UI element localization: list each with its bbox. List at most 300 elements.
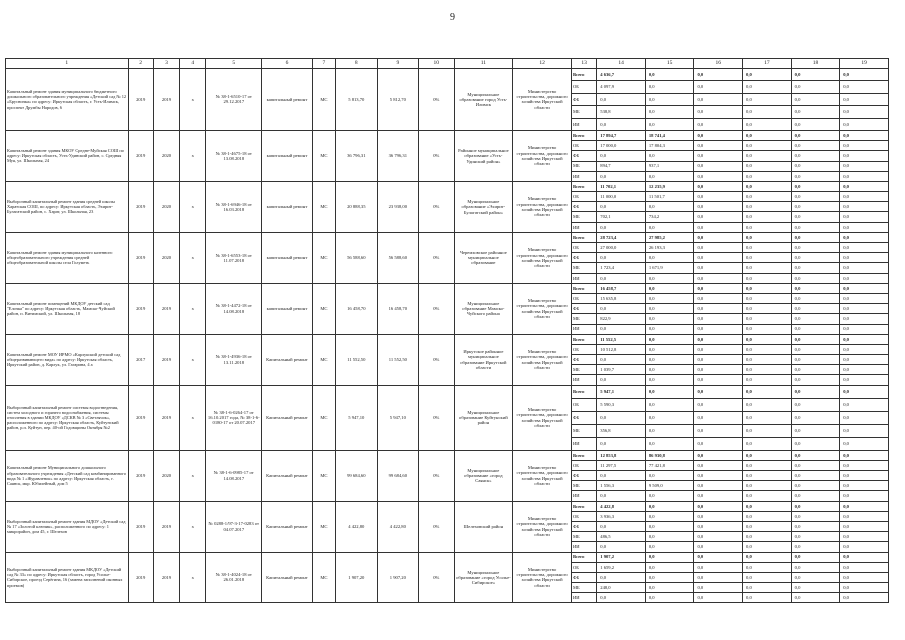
funding-value: 0,0 — [645, 583, 694, 593]
funding-value: 0,0 — [743, 460, 792, 470]
funding-value: 0,0 — [743, 222, 792, 232]
funding-value: 0,0 — [743, 572, 792, 582]
work-type: Капитальный ремонт — [262, 501, 313, 552]
funding-value: 0,0 — [743, 161, 792, 171]
funding-value: 0,0 — [791, 572, 840, 582]
funding-value: 486,5 — [597, 532, 646, 542]
funding-value: 0,0 — [694, 181, 743, 191]
funding-value: 0,0 — [597, 375, 646, 385]
funding-value: 0,0 — [645, 334, 694, 344]
funding-value: 0,0 — [791, 365, 840, 375]
column-header: 13 — [571, 59, 596, 69]
funding-value: 0,0 — [597, 222, 646, 232]
funding-value: 0,0 — [597, 411, 646, 424]
funding-value: 0,0 — [840, 106, 889, 118]
funding-source: ФБ — [571, 471, 596, 481]
funding-value: 77 421,8 — [645, 460, 694, 470]
readiness-percent: 0% — [419, 283, 454, 334]
funding-value: 0,0 — [791, 222, 840, 232]
start-year: 2017 — [128, 334, 153, 385]
work-type: Капитальный ремонт — [262, 334, 313, 385]
funding-source: Всего — [571, 69, 596, 81]
funding-value: 0,0 — [791, 263, 840, 273]
unit: МС — [312, 232, 335, 283]
start-year: 2019 — [128, 130, 153, 181]
funding-value: 0,0 — [743, 437, 792, 450]
funding-value: 0,0 — [645, 314, 694, 324]
funding-value: 0,0 — [645, 424, 694, 437]
funding-source: ОБ — [571, 192, 596, 202]
column-header: 19 — [840, 59, 889, 69]
funding-value: 0,0 — [791, 283, 840, 293]
funding-value: 1 907,2 — [597, 552, 646, 562]
funding-value: 1 671,9 — [645, 263, 694, 273]
funding-value: 5 947,1 — [597, 385, 646, 398]
funding-value: 0,0 — [743, 334, 792, 344]
table-row — [6, 181, 889, 191]
funding-value: 0,0 — [840, 314, 889, 324]
funding-value: 0,0 — [645, 324, 694, 334]
work-type: Капитальный ремонт — [262, 450, 313, 501]
responsible-ministry: Министерство строительства, дорожного хозяйства Иркутской области — [513, 385, 572, 450]
funding-source: Всего — [571, 130, 596, 140]
table-row — [6, 334, 889, 344]
funding-value: 0,0 — [743, 375, 792, 385]
funding-value: 0,0 — [645, 344, 694, 354]
funding-value: 1 723,4 — [597, 263, 646, 273]
funding-value: 0,0 — [840, 344, 889, 354]
end-year: 2019 — [153, 501, 179, 552]
funding-value: 0,0 — [840, 424, 889, 437]
funding-value: 0,0 — [694, 171, 743, 181]
funding-source: ИИ — [571, 593, 596, 603]
object-name: Капитальный ремонт здания муниципального казенного общеобразовательного учреждения средней общеобразовательной школы села Голуметь — [6, 232, 129, 283]
funding-value: 0,0 — [840, 411, 889, 424]
funding-value: 0,0 — [840, 141, 889, 151]
funding-value: 0,0 — [743, 583, 792, 593]
funding-source: ФБ — [571, 355, 596, 365]
column-header: 10 — [419, 59, 454, 69]
end-year: 2019 — [153, 283, 179, 334]
funding-value: 17 804,3 — [645, 141, 694, 151]
funding-value: 0,0 — [743, 314, 792, 324]
customer: Шелеховский район — [454, 501, 513, 552]
funding-value: 0,0 — [840, 398, 889, 411]
funding-value: 0,0 — [840, 161, 889, 171]
work-type: капитальный ремонт — [262, 69, 313, 131]
mark: x — [180, 552, 206, 603]
funding-value: 0,0 — [791, 481, 840, 491]
funding-value: 0,0 — [840, 171, 889, 181]
unit: МС — [312, 450, 335, 501]
table-row — [6, 552, 889, 562]
funding-value: 0,0 — [645, 437, 694, 450]
funding-value: 0,0 — [791, 460, 840, 470]
funding-value: 0,0 — [743, 552, 792, 562]
funding-value: 0,0 — [694, 273, 743, 283]
table-row — [6, 501, 889, 511]
funding-value: 0,0 — [791, 424, 840, 437]
end-year: 2019 — [153, 385, 179, 450]
funding-value: 0,0 — [791, 491, 840, 501]
funding-value: 0,0 — [743, 192, 792, 202]
funding-source: ИИ — [571, 324, 596, 334]
funding-value: 0,0 — [791, 532, 840, 542]
funding-source: МБ — [571, 263, 596, 273]
funding-value: 0,0 — [743, 171, 792, 181]
column-header: 16 — [694, 59, 743, 69]
funding-source: МБ — [571, 365, 596, 375]
funding-value: 0,0 — [694, 202, 743, 212]
funding-value: 0,0 — [791, 471, 840, 481]
funding-value: 0,0 — [840, 471, 889, 481]
readiness-percent: 0% — [419, 552, 454, 603]
funding-value: 0,0 — [840, 375, 889, 385]
funding-value: 0,0 — [840, 273, 889, 283]
funding-value: 0,0 — [694, 192, 743, 202]
funding-value: 0,0 — [645, 552, 694, 562]
funding-value: 0,0 — [597, 304, 646, 314]
funding-value: 0,0 — [840, 243, 889, 253]
unit: МС — [312, 552, 335, 603]
funding-value: 0,0 — [645, 202, 694, 212]
readiness-percent: 0% — [419, 181, 454, 232]
funding-value: 0,0 — [743, 365, 792, 375]
funding-value: 0,0 — [645, 542, 694, 552]
funding-value: 0,0 — [694, 130, 743, 140]
funding-value: 0,0 — [743, 81, 792, 93]
readiness-percent: 0% — [419, 501, 454, 552]
work-type: капитальный ремонт — [262, 181, 313, 232]
funding-value: 0,0 — [694, 424, 743, 437]
funding-value: 0,0 — [791, 202, 840, 212]
funding-value: 0,0 — [840, 151, 889, 161]
funding-source: ИИ — [571, 437, 596, 450]
funding-source: Всего — [571, 334, 596, 344]
funding-value: 0,0 — [694, 253, 743, 263]
table-row — [6, 385, 889, 398]
readiness-percent: 0% — [419, 385, 454, 450]
funding-value: 0,0 — [597, 171, 646, 181]
funding-source: ОБ — [571, 562, 596, 572]
funding-source: ОБ — [571, 511, 596, 521]
funding-value: 0,0 — [645, 532, 694, 542]
funding-source: ФБ — [571, 572, 596, 582]
remaining-cost: 11 552,50 — [377, 334, 419, 385]
funding-source: ОБ — [571, 293, 596, 303]
mark: x — [180, 334, 206, 385]
funding-value: 0,0 — [743, 93, 792, 105]
funding-value: 0,0 — [645, 471, 694, 481]
end-year: 2019 — [153, 69, 179, 131]
funding-value: 0,0 — [840, 521, 889, 531]
funding-value: 0,0 — [791, 130, 840, 140]
unit: МС — [312, 501, 335, 552]
column-header: 4 — [180, 59, 206, 69]
funding-value: 0,0 — [743, 355, 792, 365]
funding-source: ФБ — [571, 253, 596, 263]
object-name: Выборочный капитальный ремонт здания МДОУ «Детский сад № 17 «Золотой ключик», расположенного по адресу: 1 микрорайон, дом 45, г. Шелехов — [6, 501, 129, 552]
work-type: Капитальный ремонт — [262, 552, 313, 603]
estimated-cost: 1 907,20 — [336, 552, 378, 603]
funding-value: 734,2 — [645, 212, 694, 222]
funding-value: 0,0 — [791, 375, 840, 385]
funding-value: 0,0 — [694, 365, 743, 375]
funding-value: 0,0 — [743, 106, 792, 118]
funding-source: МБ — [571, 532, 596, 542]
table-row — [6, 450, 889, 460]
funding-value: 18 741,4 — [645, 130, 694, 140]
table-body — [6, 69, 889, 603]
funding-value: 1 659,2 — [597, 562, 646, 572]
responsible-ministry: Министерство строительства, дорожного хозяйства Иркутской области — [513, 334, 572, 385]
funding-value: 0,0 — [597, 593, 646, 603]
funding-value: 0,0 — [791, 141, 840, 151]
document-table-wrapper — [5, 58, 889, 603]
funding-value: 0,0 — [597, 273, 646, 283]
funding-value: 0,0 — [645, 411, 694, 424]
funding-value: 0,0 — [743, 253, 792, 263]
estimated-cost: 16 458,70 — [336, 283, 378, 334]
funding-value: 0,0 — [791, 542, 840, 552]
funding-value: 0,0 — [597, 471, 646, 481]
funding-source: ИИ — [571, 222, 596, 232]
funding-value: 11 552,5 — [597, 334, 646, 344]
funding-value: 0,0 — [840, 293, 889, 303]
remaining-cost: 5 812,70 — [377, 69, 419, 131]
funding-value: 0,0 — [791, 81, 840, 93]
header-row — [6, 59, 889, 69]
column-header: 15 — [645, 59, 694, 69]
funding-value: 0,0 — [694, 106, 743, 118]
funding-value: 0,0 — [645, 501, 694, 511]
column-header: 18 — [791, 59, 840, 69]
funding-value: 0,0 — [645, 365, 694, 375]
funding-value: 11 702,1 — [597, 181, 646, 191]
mark: x — [180, 385, 206, 450]
estimated-cost: 11 552,50 — [336, 334, 378, 385]
expertise-conclusion: № 38-1-4936-18 от 13.11.2018 — [206, 334, 262, 385]
funding-value: 0,0 — [840, 93, 889, 105]
start-year: 2019 — [128, 552, 153, 603]
funding-source: МБ — [571, 314, 596, 324]
start-year: 2019 — [128, 501, 153, 552]
funding-value: 0,0 — [791, 243, 840, 253]
mark: x — [180, 181, 206, 232]
funding-value: 0,0 — [694, 293, 743, 303]
expertise-conclusion: № 0288-1/97-3-17-0283 от 04.07.2017 — [206, 501, 262, 552]
funding-value: 937,1 — [645, 161, 694, 171]
funding-value: 0,0 — [694, 562, 743, 572]
readiness-percent: 0% — [419, 232, 454, 283]
funding-value: 0,0 — [840, 437, 889, 450]
funding-value: 0,0 — [791, 151, 840, 161]
funding-value: 0,0 — [840, 130, 889, 140]
funding-value: 0,0 — [645, 293, 694, 303]
funding-value: 0,0 — [694, 471, 743, 481]
funding-value: 0,0 — [840, 511, 889, 521]
funding-value: 822,9 — [597, 314, 646, 324]
funding-value: 0,0 — [791, 192, 840, 202]
funding-value: 0,0 — [645, 375, 694, 385]
funding-value: 0,0 — [791, 314, 840, 324]
funding-value: 0,0 — [645, 253, 694, 263]
funding-value: 0,0 — [694, 501, 743, 511]
funding-value: 0,0 — [743, 511, 792, 521]
readiness-percent: 0% — [419, 450, 454, 501]
funding-value: 0,0 — [645, 521, 694, 531]
funding-value: 0,0 — [597, 202, 646, 212]
column-header: 9 — [377, 59, 419, 69]
funding-value: 0,0 — [743, 69, 792, 81]
end-year: 2020 — [153, 232, 179, 283]
funding-value: 0,0 — [840, 69, 889, 81]
funding-value: 0,0 — [840, 583, 889, 593]
funding-value: 0,0 — [840, 450, 889, 460]
expertise-conclusion: № 38-1-4472-18 от 14.08.2018 — [206, 283, 262, 334]
funding-value: 0,0 — [840, 232, 889, 242]
customer: Районное муниципальное образование «Усть-Удинский район» — [454, 130, 513, 181]
responsible-ministry: Министерство строительства, дорожного хозяйства Иркутской области — [513, 232, 572, 283]
funding-value: 0,0 — [791, 511, 840, 521]
funding-source: МБ — [571, 424, 596, 437]
work-type: капитальный ремонт — [262, 232, 313, 283]
funding-value: 1 556,3 — [597, 481, 646, 491]
funding-value: 0,0 — [597, 355, 646, 365]
table-row — [6, 283, 889, 293]
funding-value: 0,0 — [743, 424, 792, 437]
funding-value: 0,0 — [694, 69, 743, 81]
funding-value: 11 000,0 — [597, 192, 646, 202]
unit: МС — [312, 283, 335, 334]
remaining-cost: 5 947,10 — [377, 385, 419, 450]
customer: Муниципальное образование Мамско-Чуйского района — [454, 283, 513, 334]
responsible-ministry: Министерство строительства, дорожного хозяйства Иркутской области — [513, 130, 572, 181]
responsible-ministry: Министерство строительства, дорожного хозяйства Иркутской области — [513, 181, 572, 232]
funding-source: Всего — [571, 283, 596, 293]
funding-value: 0,0 — [694, 437, 743, 450]
expertise-conclusion: № 38-1-6-0264-17 от 16.10.2017 года, № 38-1-6-0180-17 от 20.07.2017 — [206, 385, 262, 450]
unit: МС — [312, 334, 335, 385]
funding-source: ОБ — [571, 344, 596, 354]
funding-value: 16 458,7 — [597, 283, 646, 293]
funding-value: 0,0 — [645, 283, 694, 293]
estimated-cost: 5 947,10 — [336, 385, 378, 450]
estimated-cost: 4 422,80 — [336, 501, 378, 552]
funding-source: МБ — [571, 583, 596, 593]
remaining-cost: 23 938,00 — [377, 181, 419, 232]
funding-value: 0,0 — [694, 521, 743, 531]
funding-value: 0,0 — [743, 151, 792, 161]
funding-value: 0,0 — [840, 572, 889, 582]
end-year: 2020 — [153, 181, 179, 232]
column-header: 1 — [6, 59, 129, 69]
funding-value: 0,0 — [743, 283, 792, 293]
responsible-ministry: Министерство строительства, дорожного хозяйства Иркутской области — [513, 450, 572, 501]
estimated-cost: 56 588,60 — [336, 232, 378, 283]
funding-source: ИИ — [571, 273, 596, 283]
customer: Муниципальное образование Куйтунский район — [454, 385, 513, 450]
funding-value: 11 501,7 — [645, 192, 694, 202]
funding-source: Всего — [571, 232, 596, 242]
column-header: 14 — [597, 59, 646, 69]
funding-value: 0,0 — [840, 283, 889, 293]
funding-value: 0,0 — [597, 93, 646, 105]
funding-value: 17 000,0 — [597, 141, 646, 151]
funding-value: 12 853,8 — [597, 450, 646, 460]
object-name: Капитальный ремонт здания МКОУ Средне-Муйская СОШ по адресу: Иркутская область, Усть-Удинский район, с. Средняя Муя, ул. Школьная, 24 — [6, 130, 129, 181]
funding-value: 0,0 — [840, 324, 889, 334]
remaining-cost: 4 422,80 — [377, 501, 419, 552]
funding-value: 0,0 — [791, 385, 840, 398]
funding-value: 0,0 — [694, 151, 743, 161]
funding-value: 0,0 — [645, 81, 694, 93]
expertise-conclusion: № 38-1-6946-18 от 16.03.2018 — [206, 181, 262, 232]
funding-value: 0,0 — [791, 562, 840, 572]
funding-value: 0,0 — [743, 501, 792, 511]
funding-value: 0,0 — [645, 106, 694, 118]
funding-value: 0,0 — [694, 304, 743, 314]
remaining-cost: 1 907,20 — [377, 552, 419, 603]
funding-source: Всего — [571, 385, 596, 398]
funding-value: 0,0 — [791, 232, 840, 242]
object-name: Выборочный капитальный ремонт здания средней школы Харатская СОШ, по адресу: Иркутская область, Эхирит-Булагатский район, с. Харат, ул. Школьная, 23 — [6, 181, 129, 232]
estimated-cost: 99 684,60 — [336, 450, 378, 501]
funding-value: 0,0 — [743, 471, 792, 481]
funding-value: 0,0 — [743, 562, 792, 572]
funding-value: 0,0 — [791, 273, 840, 283]
funding-source: МБ — [571, 106, 596, 118]
work-type: Капитальный ремонт — [262, 385, 313, 450]
funding-source: МБ — [571, 212, 596, 222]
funding-value: 0,0 — [840, 181, 889, 191]
funding-value: 0,0 — [840, 542, 889, 552]
funding-value: 0,0 — [743, 304, 792, 314]
expertise-conclusion: № 38-1-6553-18 от 11.07.2018 — [206, 232, 262, 283]
funding-value: 0,0 — [840, 222, 889, 232]
funding-value: 0,0 — [743, 181, 792, 191]
funding-value: 0,0 — [840, 460, 889, 470]
start-year: 2019 — [128, 450, 153, 501]
funding-value: 0,0 — [694, 344, 743, 354]
column-header: 12 — [513, 59, 572, 69]
funding-value: 0,0 — [645, 222, 694, 232]
column-header: 3 — [153, 59, 179, 69]
responsible-ministry: Министерство строительства, дорожного хозяйства Иркутской области — [513, 69, 572, 131]
mark: x — [180, 501, 206, 552]
funding-source: ФБ — [571, 93, 596, 105]
funding-value: 0,0 — [694, 460, 743, 470]
funding-source: Всего — [571, 552, 596, 562]
funding-source: ФБ — [571, 411, 596, 424]
funding-value: 0,0 — [694, 263, 743, 273]
funding-value: 17 894,7 — [597, 130, 646, 140]
funding-value: 0,0 — [694, 93, 743, 105]
mark: x — [180, 450, 206, 501]
column-header: 5 — [206, 59, 262, 69]
funding-value: 0,0 — [791, 304, 840, 314]
start-year: 2019 — [128, 181, 153, 232]
funding-value: 0,0 — [645, 304, 694, 314]
funding-value: 0,0 — [694, 491, 743, 501]
funding-value: 0,0 — [840, 532, 889, 542]
work-type: капитальный ремонт — [262, 130, 313, 181]
funding-value: 4 097,9 — [597, 81, 646, 93]
funding-value: 0,0 — [743, 212, 792, 222]
funding-value: 0,0 — [645, 171, 694, 181]
column-header: 8 — [336, 59, 378, 69]
funding-value: 0,0 — [694, 161, 743, 171]
